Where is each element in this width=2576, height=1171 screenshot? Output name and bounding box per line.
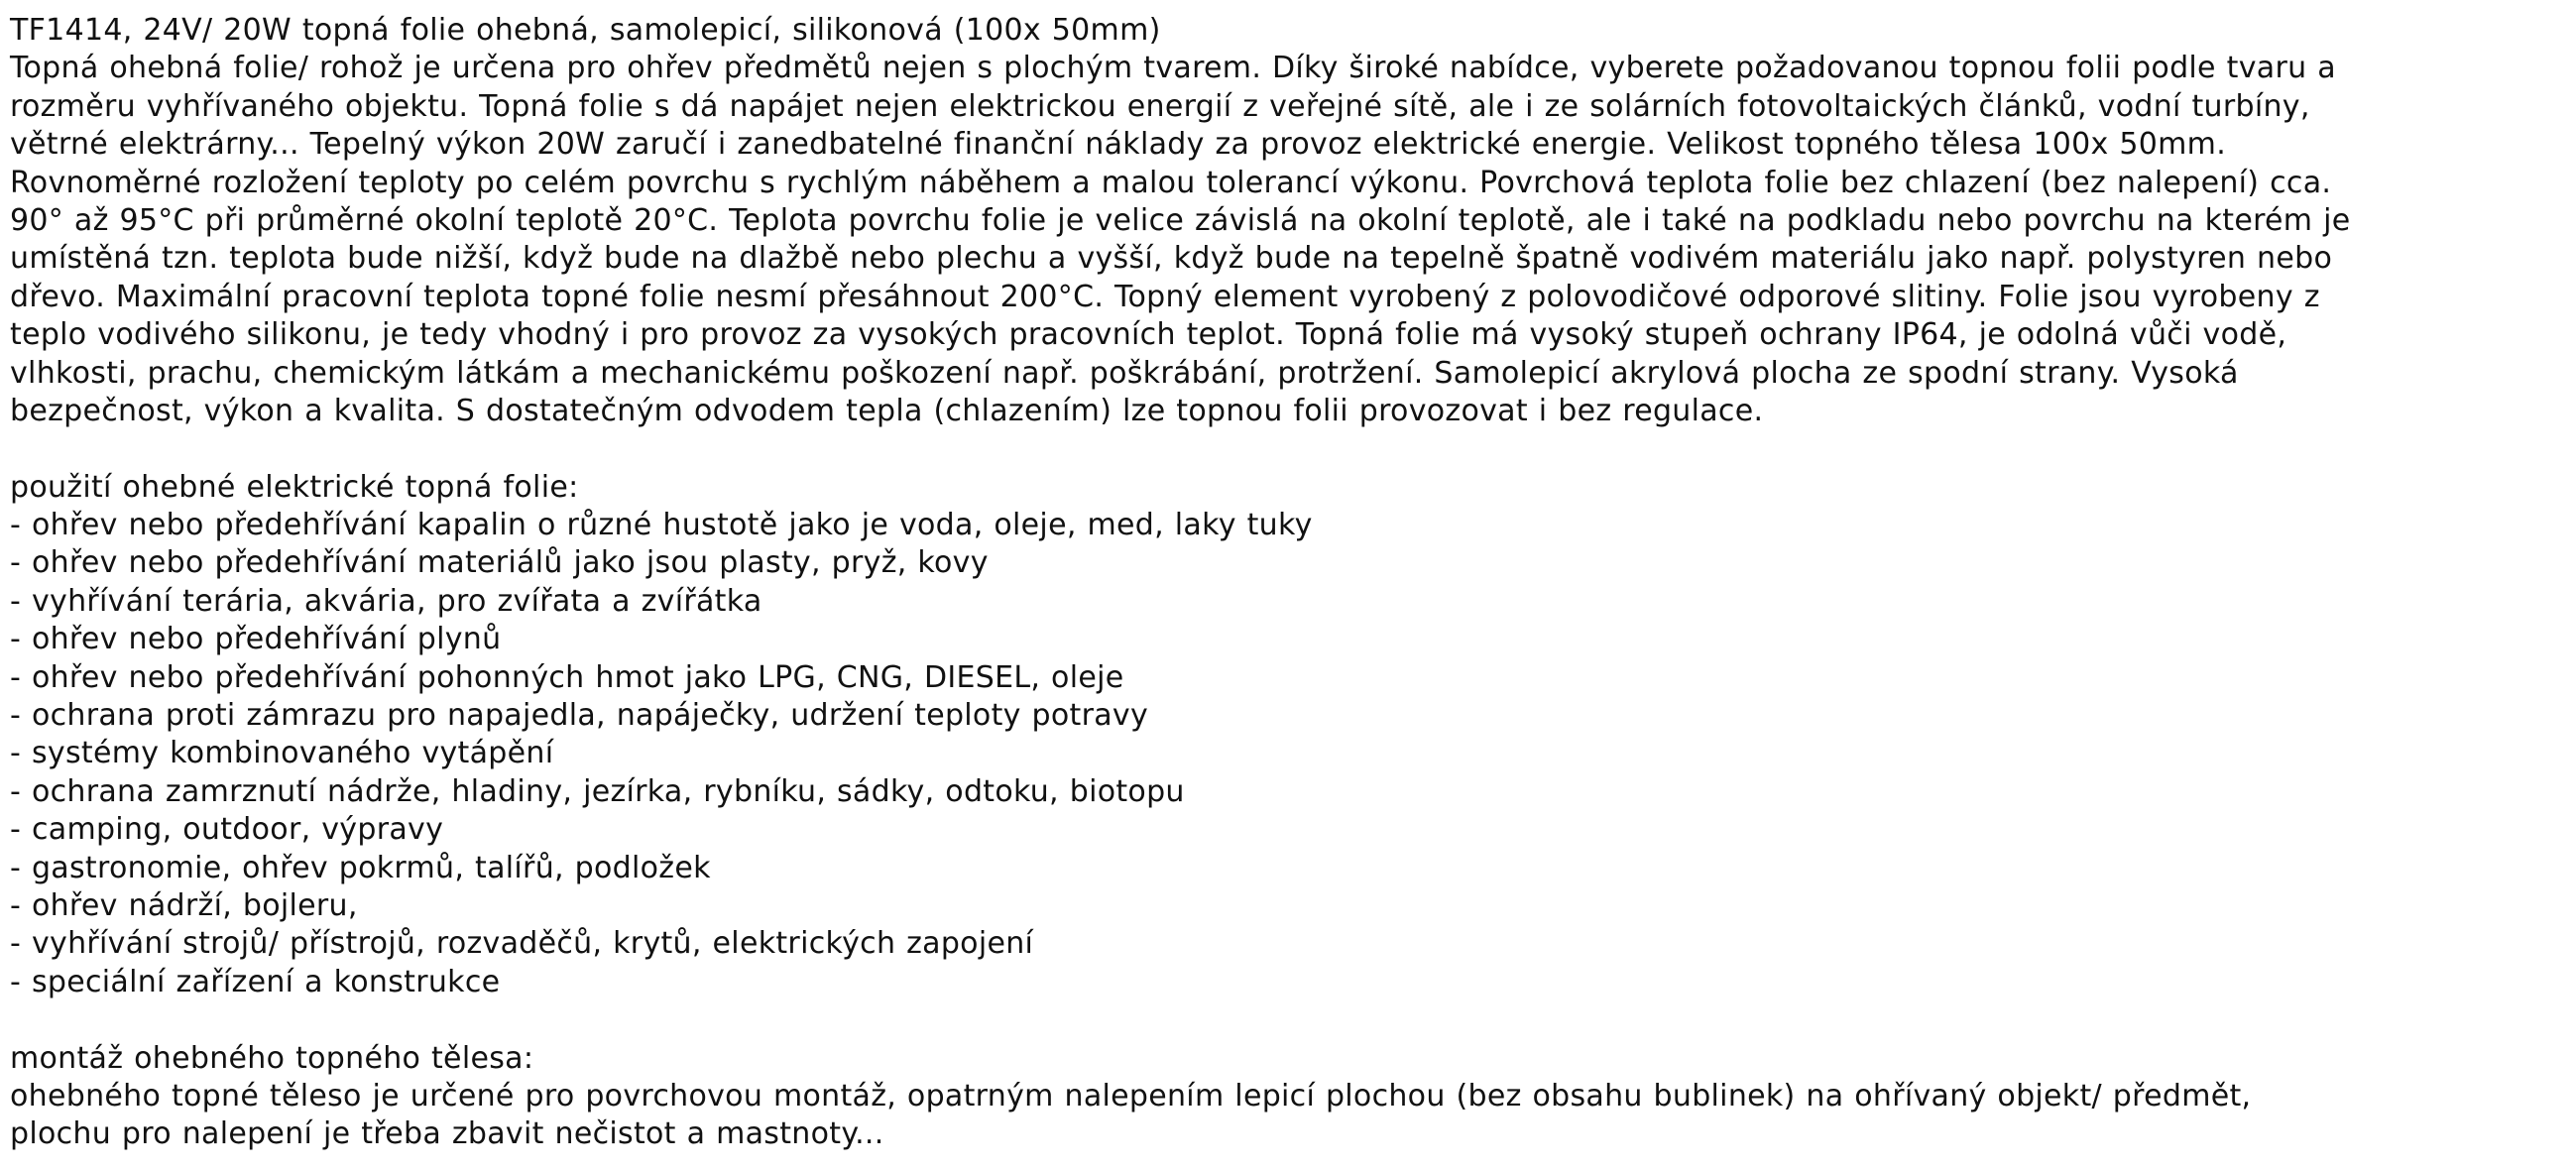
intro-line: umístěná tzn. teplota bude nižší, když bude na dlažbě nebo plechu a vyšší, když bude na tepelně špatně vodivém materiálu jako např. polystyren nebo (10, 241, 2333, 277)
intro-line: Topná ohebná folie/ rohož je určena pro ohřev předmětů nejen s plochým tvarem. Díky široké nabídce, vyberete požadovanou topnou folii podle tvaru a (10, 51, 2336, 86)
list-item: - ohřev nádrží, bojleru, (10, 887, 358, 923)
list-item: - vyhřívání terária, akvária, pro zvířata a zvířátka (10, 583, 762, 619)
list-item: - systémy kombinovaného vytápění (10, 736, 554, 771)
mount-line: plochu pro nalepení je třeba zbavit nečistot a mastnoty... (10, 1116, 884, 1152)
list-item: - speciální zařízení a konstrukce (10, 964, 501, 999)
intro-paragraph (10, 50, 2568, 430)
mount-line: ohebného topné těleso je určené pro povrchovou montáž, opatrným nalepením lepicí plochou (bez obsahu bublinek) na ohřívaný objekt/ předmět, (10, 1078, 2252, 1113)
mount-paragraph (10, 1078, 2568, 1154)
list-item: - vyhřívání strojů/ přístrojů, rozvaděčů, krytů, elektrických zapojení (10, 926, 1034, 962)
paragraph-spacer (10, 1001, 2568, 1039)
usage-list (10, 507, 2568, 1001)
list-item: - gastronomie, ohřev pokrmů, talířů, podložek (10, 850, 711, 885)
intro-line: dřevo. Maximální pracovní teplota topné folie nesmí přesáhnout 200°C. Topný element vyrobený z polovodičové odporové slitiny. Folie jsou vyrobeny z (10, 279, 2320, 314)
list-item: - ochrana proti zámrazu pro napajedla, napáječky, udržení teploty potravy (10, 698, 1149, 734)
intro-line: teplo vodivého silikonu, je tedy vhodný i pro provoz za vysokých pracovních teplot. Topná folie má vysoký stupeň ochrany IP64, je odolná vůči vodě, (10, 317, 2287, 353)
product-description (10, 12, 2568, 1154)
list-item: - ohřev nebo předehřívání plynů (10, 622, 502, 657)
list-item: - ohřev nebo předehřívání materiálů jako jsou plasty, pryž, kovy (10, 545, 989, 581)
list-item: - ochrana zamrznutí nádrže, hladiny, jezírka, rybníku, sádky, odtoku, biotopu (10, 773, 1185, 809)
usage-heading: použití ohebné elektrické topná folie: (10, 469, 579, 505)
intro-line: bezpečnost, výkon a kvalita. S dostatečným odvodem tepla (chlazením) lze topnou folii provozovat i bez regulace. (10, 393, 1764, 428)
mount-heading: montáž ohebného topného tělesa: (10, 1040, 534, 1076)
list-item: - camping, outdoor, výpravy (10, 812, 444, 848)
intro-line: vlhkosti, prachu, chemickým látkám a mechanickému poškození např. poškrábání, protržení. Samolepicí akrylová plocha ze spodní strany. Vysoká (10, 355, 2239, 391)
intro-line: Rovnoměrné rozložení teploty po celém povrchu s rychlým náběhem a malou tolerancí výkonu. Povrchová teplota folie bez chlazení (bez nalepení) cca. (10, 165, 2332, 200)
product-title: TF1414, 24V/ 20W topná folie ohebná, samolepicí, silikonová (100x 50mm) (10, 13, 1161, 48)
list-item: - ohřev nebo předehřívání pohonných hmot jako LPG, CNG, DIESEL, oleje (10, 659, 1124, 695)
intro-line: rozměru vyhřívaného objektu. Topná folie s dá napájet nejen elektrickou energií z veřejné sítě, ale i ze solárních fotovoltaických článků, vodní turbíny, (10, 88, 2310, 124)
intro-line: větrné elektrárny... Tepelný výkon 20W zaručí i zanedbatelné finanční náklady za provoz elektrické energie. Velikost topného tělesa 100x 50mm. (10, 127, 2227, 163)
paragraph-spacer (10, 430, 2568, 468)
list-item: - ohřev nebo předehřívání kapalin o různé hustotě jako je voda, oleje, med, laky tuky (10, 508, 1313, 543)
intro-line: 90° až 95°C při průměrné okolní teplotě 20°C. Teplota povrchu folie je velice závislá na okolní teplotě, ale i také na podkladu nebo povrchu na kterém je (10, 202, 2351, 238)
